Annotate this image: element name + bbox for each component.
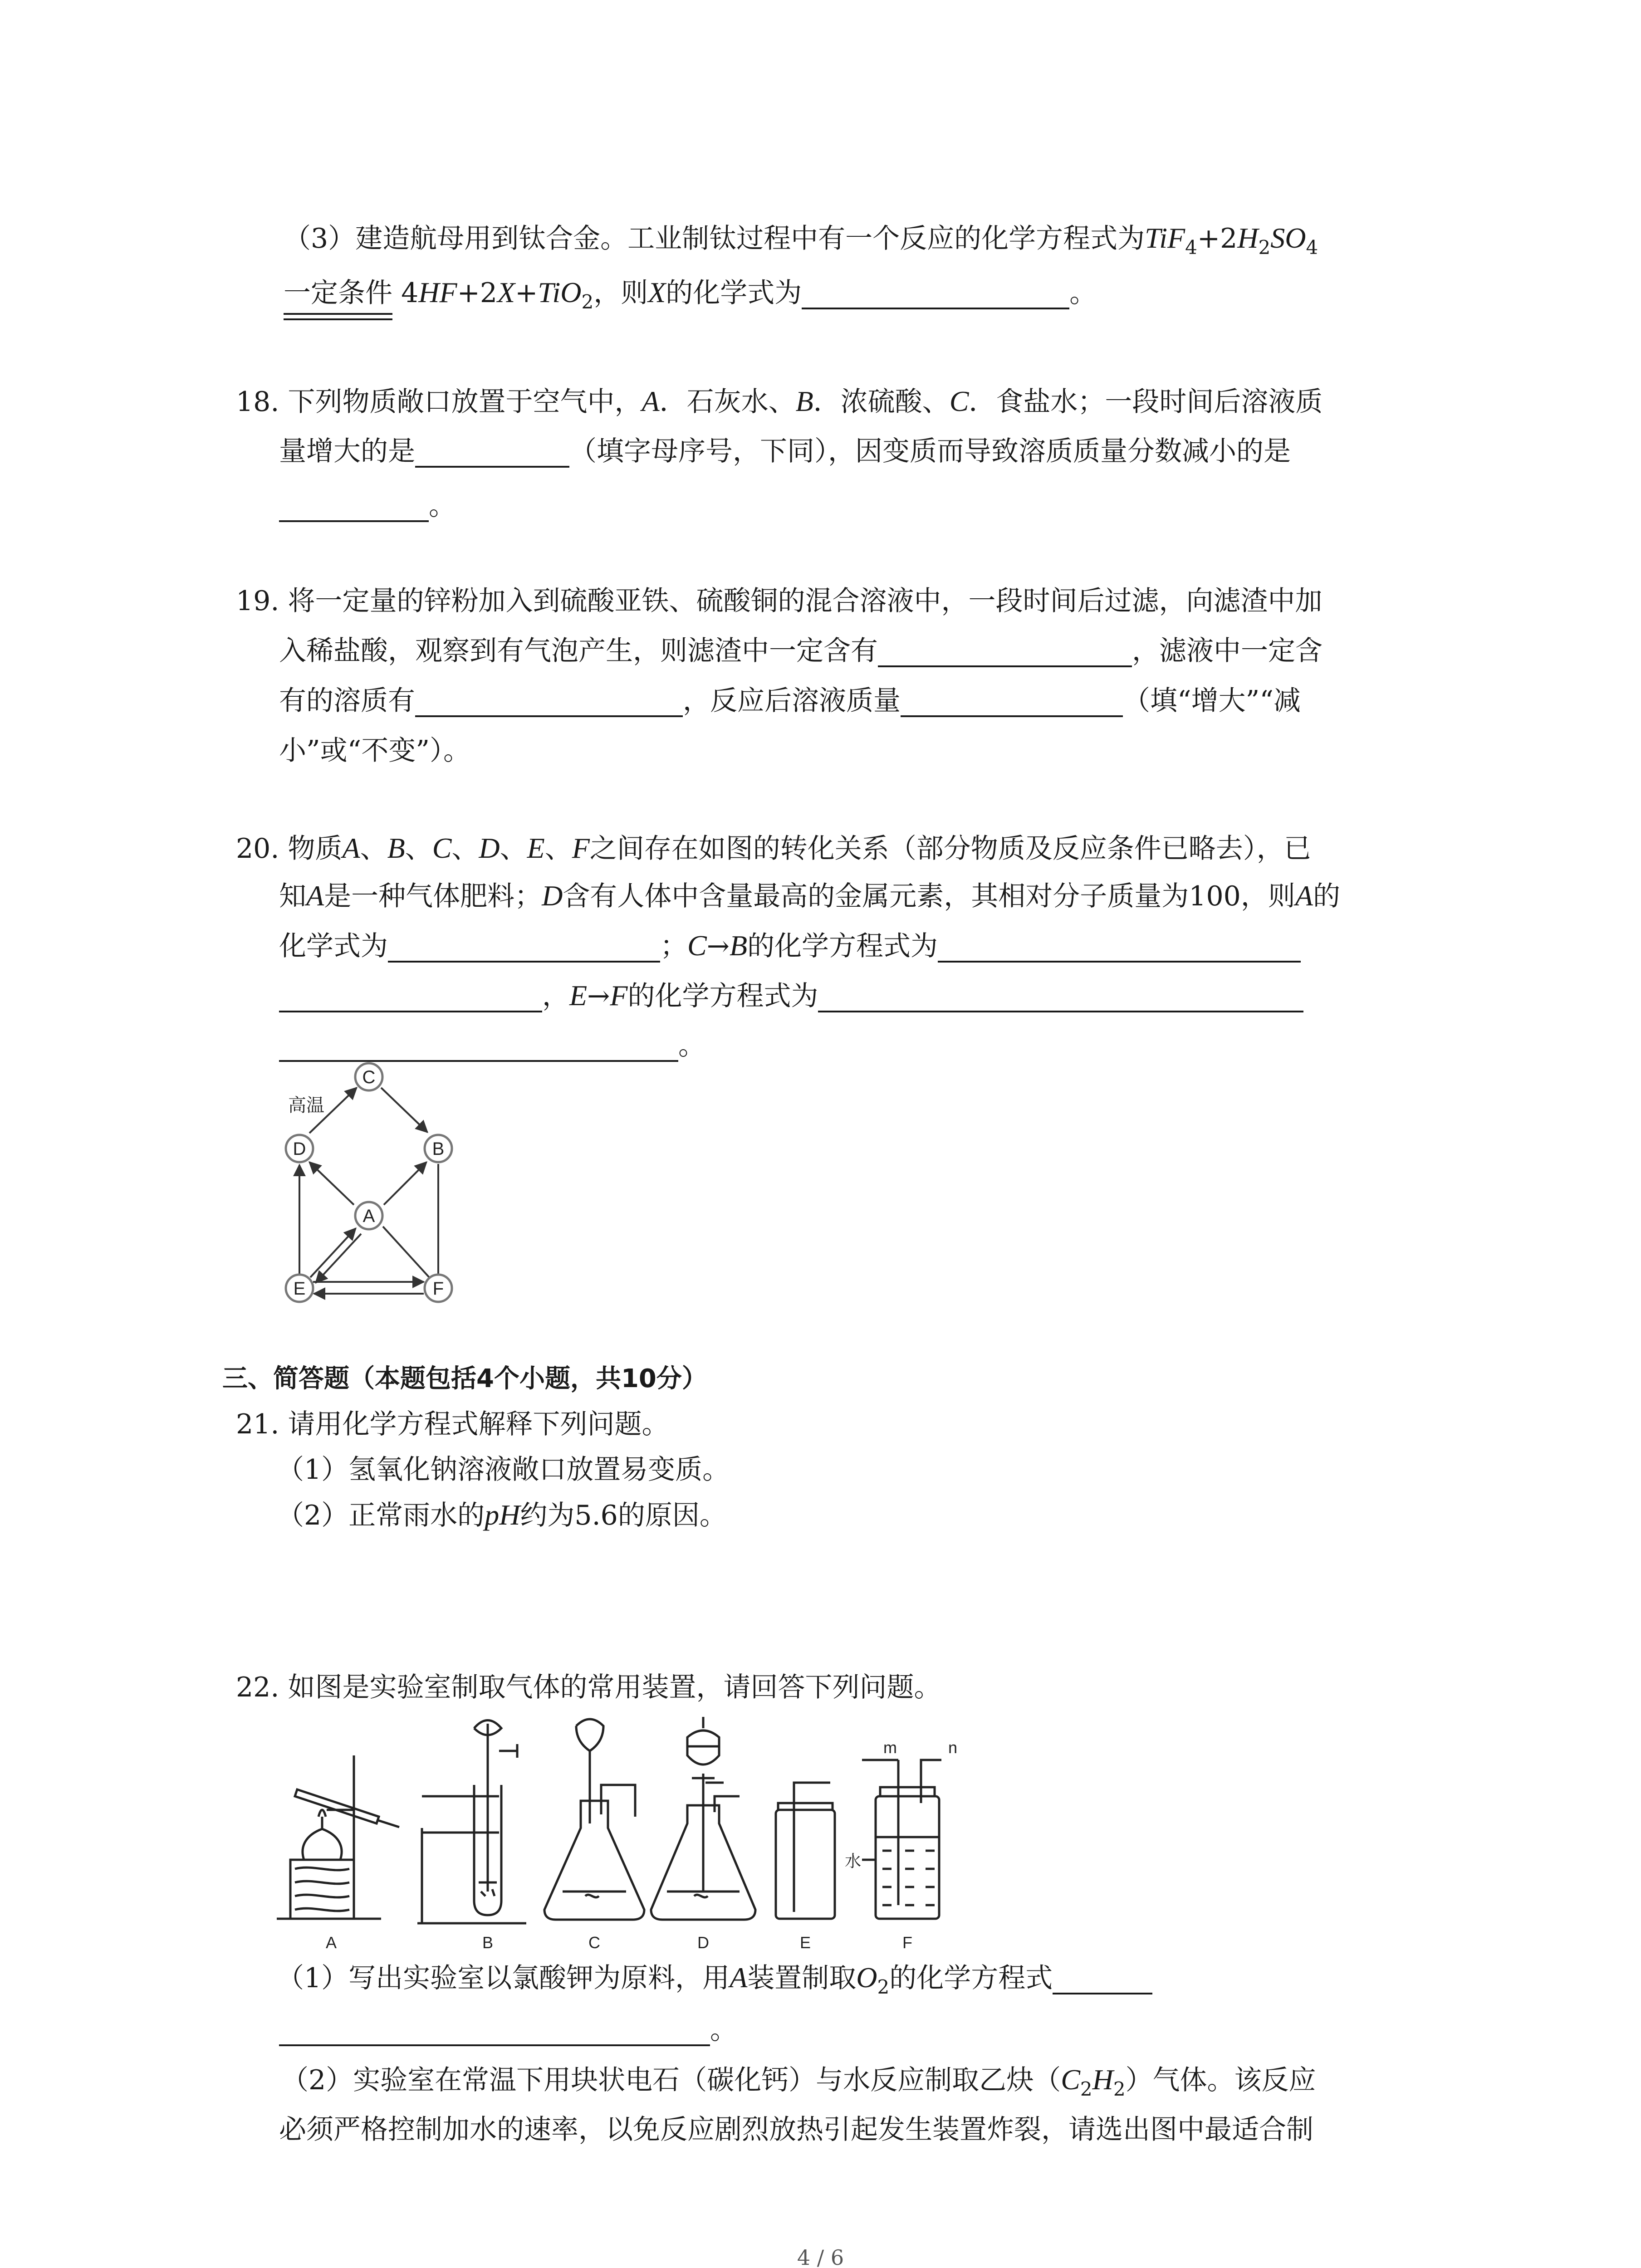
q19-line1: 19. 将一定量的锌粉加入到硫酸亚铁、硫酸铜的混合溶液中，一段时间后过滤，向滤渣中加 <box>236 585 1323 617</box>
answer-blank[interactable] <box>279 490 429 522</box>
q22-line1: 22. 如图是实验室制取气体的常用装置，请回答下列问题。 <box>236 1672 941 1703</box>
svg-text:F: F <box>902 1933 912 1952</box>
q22-sub2: （2）实验室在常温下用块状电石（碳化钙）与水反应制取乙炔$(C_2H_2)$气体。该反应 <box>281 2063 1316 2100</box>
q18-line3: 。 <box>279 483 456 528</box>
q21-sub1: （1）氢氧化钠溶液敞口放置易变质。 <box>277 1454 730 1486</box>
q20-line3: 化学式为 ；C→B的化学方程式为 <box>279 923 1301 969</box>
q19-line2: 入稀盐酸，观察到有气泡产生，则滤渣中一定含有 ，滤液中一定含 <box>279 635 1323 667</box>
svg-text:水: 水 <box>844 1852 862 1870</box>
svg-text:E: E <box>293 1279 306 1299</box>
answer-blank[interactable] <box>279 981 542 1012</box>
q21-sub2: （2）正常雨水的pH约为5.6的原因。 <box>277 1499 727 1531</box>
conversion-diagram <box>272 1052 490 1306</box>
svg-text:B: B <box>482 1933 494 1952</box>
q19-line3: 有的溶质有 ，反应后溶液质量 （填“增大”“减 <box>279 685 1301 717</box>
answer-blank[interactable] <box>1053 1963 1152 1994</box>
node-f <box>425 1275 452 1302</box>
apparatus-c <box>544 1719 644 1952</box>
edge-e-a <box>310 1228 356 1277</box>
svg-text:C: C <box>362 1067 376 1087</box>
node-a <box>355 1202 382 1229</box>
svg-text:n: n <box>948 1738 958 1757</box>
apparatus-f <box>845 1738 957 1952</box>
answer-blank[interactable] <box>279 2014 710 2046</box>
q20-line4: ，E→F的化学方程式为 <box>279 973 1303 1019</box>
edge-a-d <box>309 1162 354 1205</box>
answer-blank[interactable] <box>388 931 660 963</box>
node-c <box>355 1063 382 1090</box>
page-number: 4 / 6 <box>797 2245 844 2268</box>
svg-text:m: m <box>883 1738 897 1757</box>
q20-line2: 知A是一种气体肥料；D含有人体中含量最高的金属元素，其相对分子质量为100，则A的 <box>279 880 1340 912</box>
answer-blank[interactable] <box>415 685 683 717</box>
answer-blank[interactable] <box>878 635 1132 667</box>
node-e <box>286 1275 313 1302</box>
q22-sub1-cont: 。 <box>279 2007 737 2053</box>
apparatus-e <box>776 1783 835 1952</box>
svg-text:A: A <box>325 1933 337 1952</box>
answer-blank[interactable] <box>802 278 1069 309</box>
edge-a-b <box>384 1162 426 1205</box>
answer-blank[interactable] <box>415 436 569 468</box>
high-temp-label: 高温 <box>288 1095 324 1116</box>
answer-blank[interactable] <box>818 981 1303 1012</box>
node-b <box>425 1135 452 1162</box>
edge-a-f <box>383 1227 429 1277</box>
svg-text:B: B <box>432 1139 445 1159</box>
node-d <box>286 1135 313 1162</box>
reaction-condition: 一定条件 <box>284 270 392 321</box>
answer-blank[interactable] <box>901 685 1123 717</box>
svg-text:F: F <box>432 1279 444 1299</box>
apparatus-d <box>651 1717 755 1952</box>
q20-line5: 。 <box>279 1023 705 1068</box>
q19-line4: 小”或“不变”）。 <box>279 735 471 767</box>
svg-text:E: E <box>799 1933 811 1952</box>
q22-sub2-cont: 必须严格控制加水的速率，以免反应剧烈放热引起发生装置炸裂，请选出图中最适合制 <box>279 2114 1313 2146</box>
q21-line1: 21. 请用化学方程式解释下列问题。 <box>236 1408 669 1440</box>
q22-sub1: （1）写出实验室以氯酸钾为原料，用A装置制取$O_2$的化学方程式 <box>277 1955 1152 2010</box>
apparatus-figure <box>272 1710 1043 1955</box>
edge-a-e <box>316 1234 361 1283</box>
q17-line2: 一定条件 4HF+2X+TiO$_2$，则X的化学式为 。 <box>284 270 1097 325</box>
q20-line1: 20. 物质A、B、C、D、E、F之间存在如图的转化关系（部分物质及反应条件已略去），已 <box>236 832 1311 865</box>
svg-text:C: C <box>588 1933 600 1952</box>
edge-c-b <box>381 1088 427 1132</box>
q18-line2: 量增大的是 （填字母序号，下同），因变质而导致溶质质量分数减小的是 <box>279 435 1291 467</box>
svg-text:D: D <box>293 1139 306 1159</box>
answer-blank[interactable] <box>938 931 1301 963</box>
section-heading: 三、简答题（本题包括4个小题，共10分） <box>222 1364 707 1393</box>
q17-line1: （3）建造航母用到钛合金。工业制钛过程中有一个反应的化学方程式为$TiF_4+2H_2SO_4$ <box>284 222 1318 259</box>
q18-line1: 18. 下列物质敞口放置于空气中，A．石灰水、B．浓硫酸、C．食盐水；一段时间后溶液质 <box>236 385 1323 418</box>
svg-text:A: A <box>362 1206 375 1226</box>
apparatus-a <box>277 1755 399 1952</box>
apparatus-b <box>417 1721 526 1952</box>
svg-text:D: D <box>697 1933 709 1952</box>
